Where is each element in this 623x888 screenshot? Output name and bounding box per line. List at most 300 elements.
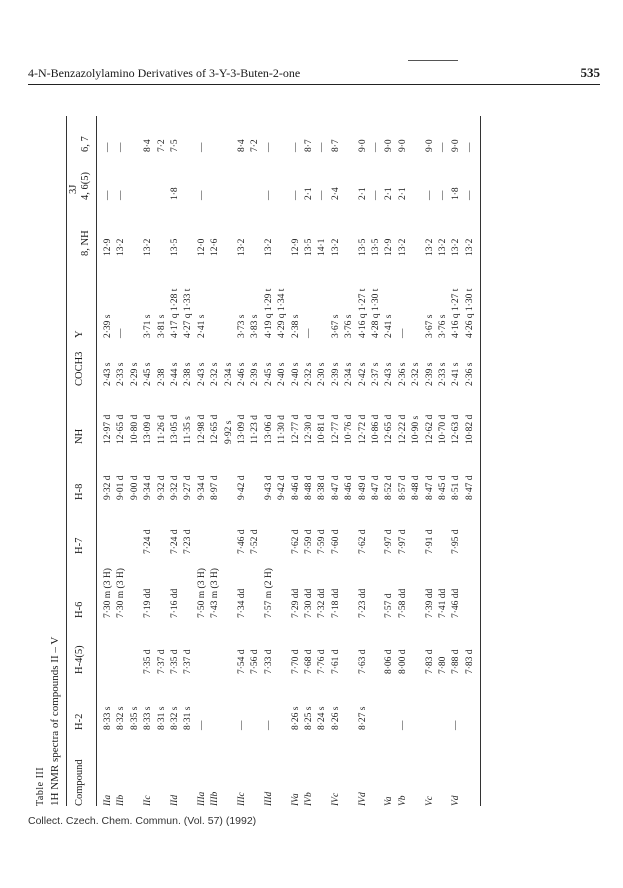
- cell-nh: 12·77 d: [330, 414, 341, 444]
- cell-j46: —: [196, 190, 207, 200]
- cell-j46: 2·1: [357, 187, 368, 200]
- cell-h2: 8·33 s: [103, 706, 113, 730]
- table-row: [397, 116, 410, 816]
- cell-nh: 13·05 d: [170, 414, 180, 444]
- cell-j67: 8·4: [143, 139, 154, 152]
- cell-h8: 8·46 d: [344, 475, 355, 500]
- table-row: [223, 116, 236, 816]
- cell-compound: IVc: [330, 792, 341, 806]
- table-row: [263, 116, 276, 816]
- table-row: [249, 116, 262, 816]
- cell-coch3: 2·43 s: [196, 362, 207, 386]
- table-row: [357, 116, 370, 816]
- cell-h45: 7·61 d: [330, 649, 341, 674]
- table-row: [196, 116, 209, 816]
- cell-h2: 8·31 s: [183, 706, 194, 730]
- cell-h2: 8·27 s: [357, 706, 368, 730]
- cell-nh: 12·98 d: [196, 414, 207, 444]
- column-header: COCH3: [74, 351, 85, 386]
- cell-y: 4·26 q 1·30 t: [464, 288, 475, 338]
- cell-h6: 7·46 dd: [451, 588, 462, 618]
- cell-h6: 7·29 dd: [290, 588, 301, 618]
- cell-h45: 7·37 d: [156, 649, 167, 674]
- cell-h7: 7·24 d: [143, 529, 154, 554]
- cell-j67: —: [196, 142, 207, 152]
- cell-j67: —: [116, 142, 127, 152]
- rotated-table-area: [30, 96, 600, 816]
- cell-j46: 2·4: [330, 187, 341, 200]
- cell-coch3: 2·44 s: [170, 362, 180, 386]
- table-row: [102, 116, 115, 816]
- cell-j8nh: 14·1: [317, 238, 328, 256]
- cell-coch3: 2·39 s: [250, 362, 261, 386]
- cell-j8nh: 13·5: [357, 238, 368, 256]
- cell-coch3: 2·40 s: [290, 362, 301, 386]
- cell-j46: 1·8: [170, 187, 180, 200]
- cell-h8: 8·47 d: [424, 475, 435, 500]
- cell-coch3: 2·34 s: [223, 362, 234, 386]
- cell-coch3: 2·38: [156, 368, 167, 386]
- cell-h45: 7·63 d: [357, 649, 368, 674]
- cell-j8nh: 13·5: [170, 238, 180, 256]
- cell-j8nh: 13·2: [451, 238, 462, 256]
- cell-h7: 7·24 d: [170, 529, 180, 554]
- column-header: H-7: [74, 537, 85, 554]
- cell-h2: 8·25 s: [304, 706, 314, 730]
- cell-h6: 7·18 dd: [330, 588, 341, 618]
- table-header-rule: [96, 116, 97, 806]
- cell-h7: 7·62 d: [290, 529, 301, 554]
- cell-j46: —: [317, 190, 328, 200]
- cell-h7: 7·60 d: [330, 529, 341, 554]
- cell-j67: —: [103, 142, 113, 152]
- cell-h8: 8·48 d: [304, 475, 314, 500]
- table-row: [276, 116, 289, 816]
- cell-compound: IVb: [304, 792, 314, 806]
- cell-coch3: 2·45 s: [143, 362, 154, 386]
- cell-h8: 8·47 d: [371, 475, 381, 500]
- column-header: H-8: [74, 483, 85, 500]
- cell-h7: 7·97 d: [397, 529, 408, 554]
- cell-nh: 12·22 d: [397, 414, 408, 444]
- table-row: [330, 116, 343, 816]
- cell-h8: 8·52 d: [384, 475, 395, 500]
- table-caption-text: 1H NMR spectra of compounds II – V: [49, 636, 61, 806]
- cell-y: 3·71 s: [143, 314, 154, 338]
- cell-h7: 7·46 d: [237, 529, 247, 554]
- cell-j67: 7·2: [250, 139, 261, 152]
- cell-nh: 10·80 d: [129, 414, 140, 444]
- cell-h45: 7·88 d: [451, 649, 462, 674]
- cell-compound: IIb: [116, 794, 127, 806]
- cell-j8nh: 12·9: [103, 238, 113, 256]
- cell-j67: —: [263, 142, 274, 152]
- cell-y: 4·17 q 1·28 t: [170, 288, 180, 338]
- cell-coch3: 2·38 s: [183, 362, 194, 386]
- cell-h6: 7·16 dd: [170, 588, 180, 618]
- cell-coch3: 2·32 s: [304, 362, 314, 386]
- cell-nh: 13·09 d: [143, 414, 154, 444]
- cell-nh: 11·26 d: [156, 415, 167, 444]
- cell-nh: 10·76 d: [344, 414, 355, 444]
- cell-y: 2·41 s: [196, 314, 207, 338]
- cell-h8: 8·45 d: [438, 475, 448, 500]
- cell-j67: 8·4: [237, 139, 247, 152]
- cell-h2: 8·32 s: [116, 706, 127, 730]
- cell-h45: 7·35 d: [143, 649, 154, 674]
- cell-nh: 12·62 d: [424, 414, 435, 444]
- cell-h2: 8·26 s: [290, 706, 301, 730]
- cell-nh: 10·90 s: [411, 415, 422, 444]
- journal-footer: Collect. Czech. Chem. Commun. (Vol. 57) (1992): [28, 815, 257, 827]
- cell-nh: 12·65 d: [116, 414, 127, 444]
- cell-h8: 9·27 d: [183, 475, 194, 500]
- cell-y: 4·16 q 1·27 t: [357, 288, 368, 338]
- cell-y: —: [397, 328, 408, 338]
- running-head-title: 4-N-Benzazolylamino Derivatives of 3-Y-3-Buten-2-one: [28, 66, 301, 80]
- cell-h8: 8·48 d: [411, 475, 422, 500]
- cell-h2: 8·31 s: [156, 706, 167, 730]
- cell-coch3: 2·32 s: [411, 362, 422, 386]
- cell-h6: 7·41 dd: [438, 588, 448, 618]
- cell-h45: 7·83 d: [424, 649, 435, 674]
- cell-j46: —: [438, 190, 448, 200]
- table-row: [169, 116, 182, 816]
- cell-coch3: 2·36 s: [464, 362, 475, 386]
- cell-compound: IIIa: [196, 791, 207, 806]
- cell-y: 2·38 s: [290, 314, 301, 338]
- cell-nh: 13·06 d: [263, 414, 274, 444]
- cell-h6: 7·34 dd: [237, 588, 247, 618]
- column-header: NH: [74, 428, 85, 444]
- cell-nh: 12·97 d: [103, 414, 113, 444]
- cell-h8: 8·57 d: [397, 475, 408, 500]
- cell-h6: 7·32 dd: [317, 588, 328, 618]
- table-top-rule: [66, 116, 67, 806]
- cell-j46: —: [371, 190, 381, 200]
- cell-y: 3·73 s: [237, 314, 247, 338]
- cell-j8nh: 12·9: [384, 238, 395, 256]
- coupling-group-header: 3J: [68, 184, 79, 194]
- cell-coch3: 2·34 s: [344, 362, 355, 386]
- page-number: 535: [580, 65, 600, 80]
- cell-j46: —: [103, 190, 113, 200]
- cell-j8nh: 13·2: [330, 238, 341, 256]
- cell-nh: 12·63 d: [451, 414, 462, 444]
- nmr-table: [30, 96, 600, 816]
- cell-h6: 7·39 dd: [424, 588, 435, 618]
- table-row: [450, 116, 463, 816]
- cell-h2: 8·24 s: [317, 706, 328, 730]
- cell-compound: Va: [384, 796, 395, 806]
- cell-compound: IIa: [103, 794, 113, 806]
- cell-compound: IIIb: [210, 791, 221, 806]
- cell-h7: 7·59 d: [304, 529, 314, 554]
- cell-j67: —: [317, 142, 328, 152]
- cell-h2: 8·32 s: [170, 706, 180, 730]
- cell-coch3: 2·40 s: [277, 362, 288, 386]
- table-row: [410, 116, 423, 816]
- cell-j67: 9·0: [357, 139, 368, 152]
- column-header: 8, NH: [80, 230, 91, 256]
- cell-h8: 8·46 d: [290, 475, 301, 500]
- cell-h45: 7·83 d: [464, 649, 475, 674]
- cell-y: 3·76 s: [344, 314, 355, 338]
- column-header: Compound: [74, 759, 85, 806]
- cell-nh: 11·23 d: [250, 415, 261, 444]
- cell-h8: 9·42 d: [277, 475, 288, 500]
- cell-h8: 8·47 d: [464, 475, 475, 500]
- cell-j67: 7·2: [156, 139, 167, 152]
- cell-h2: —: [263, 720, 274, 730]
- cell-j46: —: [116, 190, 127, 200]
- table-row: [290, 116, 303, 816]
- cell-h8: 8·97 d: [210, 475, 221, 500]
- cell-y: 3·81 s: [156, 314, 167, 338]
- cell-nh: 10·81 d: [317, 414, 328, 444]
- cell-h8: 8·47 d: [330, 475, 341, 500]
- cell-nh: 11·30 d: [277, 415, 288, 444]
- cell-j67: 8·7: [304, 139, 314, 152]
- table-row: [142, 116, 155, 816]
- cell-h8: 9·32 d: [170, 475, 180, 500]
- cell-nh: 10·86 d: [371, 414, 381, 444]
- cell-compound: Vb: [397, 795, 408, 806]
- cell-h45: 7·37 d: [183, 649, 194, 674]
- cell-compound: IId: [170, 794, 180, 806]
- column-header: H-4(5): [74, 645, 85, 674]
- cell-j67: 7·5: [170, 139, 180, 152]
- cell-h8: 9·00 d: [129, 475, 140, 500]
- cell-h7: 7·59 d: [317, 529, 328, 554]
- cell-h6: 7·58 dd: [397, 588, 408, 618]
- cell-j67: —: [371, 142, 381, 152]
- cell-coch3: 2·39 s: [424, 362, 435, 386]
- cell-coch3: 2·43 s: [103, 362, 113, 386]
- cell-j46: —: [424, 190, 435, 200]
- cell-compound: Vc: [424, 795, 435, 806]
- cell-j8nh: 12·9: [290, 238, 301, 256]
- cell-coch3: 2·33 s: [116, 362, 127, 386]
- cell-h6: 7·57 d: [384, 593, 395, 618]
- cell-h45: 7·33 d: [263, 649, 274, 674]
- cell-compound: IIId: [263, 791, 274, 806]
- cell-y: —: [304, 328, 314, 338]
- cell-h8: 9·42 d: [237, 475, 247, 500]
- cell-h2: 8·33 s: [143, 706, 154, 730]
- cell-j8nh: 12·6: [210, 238, 221, 256]
- cell-h45: 7·35 d: [170, 649, 180, 674]
- column-header: H-2: [74, 713, 85, 730]
- cell-h2: 8·26 s: [330, 706, 341, 730]
- cell-j8nh: 13·5: [304, 238, 314, 256]
- cell-h6: 7·57 m (2 H): [263, 568, 274, 618]
- cell-j67: 9·0: [451, 139, 462, 152]
- cell-j46: 2·1: [384, 187, 395, 200]
- cell-coch3: 2·29 s: [129, 362, 140, 386]
- cell-h8: 8·49 d: [357, 475, 368, 500]
- table-row: [370, 116, 383, 816]
- cell-j46: —: [464, 190, 475, 200]
- table-row: [156, 116, 169, 816]
- cell-nh: 11·35 s: [183, 416, 194, 444]
- cell-y: 2·41 s: [384, 314, 395, 338]
- column-header: H-6: [74, 601, 85, 618]
- cell-y: 2·39 s: [103, 314, 113, 338]
- cell-coch3: 2·42 s: [357, 362, 368, 386]
- cell-j46: 2·1: [304, 187, 314, 200]
- cell-nh: 13·09 d: [237, 414, 247, 444]
- table-caption: [34, 637, 62, 806]
- table-row: [209, 116, 222, 816]
- cell-j46: —: [290, 190, 301, 200]
- cell-coch3: 2·33 s: [438, 362, 448, 386]
- cell-coch3: 2·37 s: [371, 362, 381, 386]
- cell-nh: 12·65 d: [384, 414, 395, 444]
- cell-h6: 7·19 dd: [143, 588, 154, 618]
- cell-h6: 7·50 m (3 H): [196, 568, 207, 618]
- cell-j67: 9·0: [397, 139, 408, 152]
- cell-h8: 9·32 d: [156, 475, 167, 500]
- cell-h45: 8·00 d: [397, 649, 408, 674]
- cell-h7: 7·62 d: [357, 529, 368, 554]
- cell-y: 3·67 s: [424, 314, 435, 338]
- cell-j67: —: [438, 142, 448, 152]
- table-row: [437, 116, 450, 816]
- cell-h2: —: [237, 720, 247, 730]
- cell-y: 4·16 q 1·27 t: [451, 288, 462, 338]
- cell-j8nh: 13·2: [464, 238, 475, 256]
- cell-nh: 12·30 d: [304, 414, 314, 444]
- table-bottom-rule: [480, 116, 481, 806]
- table-row: [236, 116, 249, 816]
- cell-h45: 7·76 d: [317, 649, 328, 674]
- column-header: 4, 6(5): [80, 172, 91, 200]
- cell-coch3: 2·45 s: [263, 362, 274, 386]
- cell-nh: 9·92 s: [223, 420, 234, 444]
- table-row: [129, 116, 142, 816]
- cell-h45: 7·80: [438, 656, 448, 674]
- cell-coch3: 2·30 s: [317, 362, 328, 386]
- table-row: [316, 116, 329, 816]
- cell-j46: 2·1: [397, 187, 408, 200]
- cell-j8nh: 12·0: [196, 238, 207, 256]
- cell-compound: IVa: [290, 793, 301, 806]
- cell-h7: 7·95 d: [451, 529, 462, 554]
- cell-compound: IVd: [357, 792, 368, 806]
- cell-h6: 7·43 m (3 H): [210, 568, 221, 618]
- cell-y: —: [116, 328, 127, 338]
- cell-nh: 12·65 d: [210, 414, 221, 444]
- cell-y: 3·76 s: [438, 314, 448, 338]
- cell-y: 3·67 s: [330, 314, 341, 338]
- cell-h45: 7·68 d: [304, 649, 314, 674]
- column-header: Y: [74, 330, 85, 338]
- cell-j8nh: 13·2: [143, 238, 154, 256]
- cell-h7: 7·91 d: [424, 529, 435, 554]
- cell-j8nh: 13·5: [371, 238, 381, 256]
- cell-coch3: 2·39 s: [330, 362, 341, 386]
- cell-j67: 9·0: [424, 139, 435, 152]
- cell-h2: —: [397, 720, 408, 730]
- cell-j46: —: [263, 190, 274, 200]
- cell-h45: 7·56 d: [250, 649, 261, 674]
- cell-h8: 9·34 d: [196, 475, 207, 500]
- cell-nh: 10·70 d: [438, 414, 448, 444]
- cell-h6: 7·30 m (3 H): [116, 568, 127, 618]
- cell-h8: 8·38 d: [317, 475, 328, 500]
- cell-j67: 9·0: [384, 139, 395, 152]
- cell-j67: —: [464, 142, 475, 152]
- cell-h45: 8·06 d: [384, 649, 395, 674]
- cell-h45: 7·70 d: [290, 649, 301, 674]
- cell-coch3: 2·41 s: [451, 362, 462, 386]
- cell-y: 4·29 q 1·34 t: [277, 288, 288, 338]
- cell-nh: 10·82 d: [464, 414, 475, 444]
- running-head: [28, 66, 600, 84]
- cell-coch3: 2·36 s: [397, 362, 408, 386]
- table-row: [383, 116, 396, 816]
- cell-h8: 9·43 d: [263, 475, 274, 500]
- cell-nh: 12·72 d: [357, 414, 368, 444]
- header-rule: [28, 84, 600, 85]
- table-row: [115, 116, 128, 816]
- cell-coch3: 2·46 s: [237, 362, 247, 386]
- cell-y: 3·83 s: [250, 314, 261, 338]
- cell-coch3: 2·43 s: [384, 362, 395, 386]
- cell-y: 4·19 q 1·29 t: [263, 288, 274, 338]
- cell-compound: Vd: [451, 795, 462, 806]
- cell-h6: 7·30 dd: [304, 588, 314, 618]
- cell-j8nh: 13·2: [263, 238, 274, 256]
- cell-h8: 8·51 d: [451, 475, 462, 500]
- cell-j8nh: 13·2: [397, 238, 408, 256]
- table-row: [303, 116, 316, 816]
- cell-nh: 12·77 d: [290, 414, 301, 444]
- cell-y: 4·28 q 1·30 t: [371, 288, 381, 338]
- cell-h2: —: [196, 720, 207, 730]
- column-header: 6, 7: [80, 136, 91, 152]
- cell-j67: 8·7: [330, 139, 341, 152]
- cell-compound: IIIc: [237, 792, 247, 806]
- cell-j8nh: 13·2: [424, 238, 435, 256]
- cell-compound: IIc: [143, 795, 154, 806]
- cell-h45: 7·54 d: [237, 649, 247, 674]
- cell-h7: 7·97 d: [384, 529, 395, 554]
- cell-j46: 1·8: [451, 187, 462, 200]
- top-hairline: [408, 60, 458, 61]
- cell-h2: —: [451, 720, 462, 730]
- cell-h7: 7·23 d: [183, 529, 194, 554]
- cell-h2: 8·35 s: [129, 706, 140, 730]
- table-row: [464, 116, 477, 816]
- cell-y: 4·27 q 1·33 t: [183, 288, 194, 338]
- cell-h8: 9·32 d: [103, 475, 113, 500]
- table-row: [343, 116, 356, 816]
- cell-h6: 7·23 dd: [357, 588, 368, 618]
- cell-h7: 7·52 d: [250, 529, 261, 554]
- cell-coch3: 2·32 s: [210, 362, 221, 386]
- cell-h6: 7·30 m (3 H): [103, 568, 113, 618]
- cell-j8nh: 13·2: [116, 238, 127, 256]
- cell-h8: 9·34 d: [143, 475, 154, 500]
- cell-h8: 9·01 d: [116, 475, 127, 500]
- cell-j67: —: [290, 142, 301, 152]
- table-label: Table III: [35, 766, 46, 806]
- table-row: [424, 116, 437, 816]
- cell-j8nh: 13·2: [438, 238, 448, 256]
- cell-j8nh: 13·2: [237, 238, 247, 256]
